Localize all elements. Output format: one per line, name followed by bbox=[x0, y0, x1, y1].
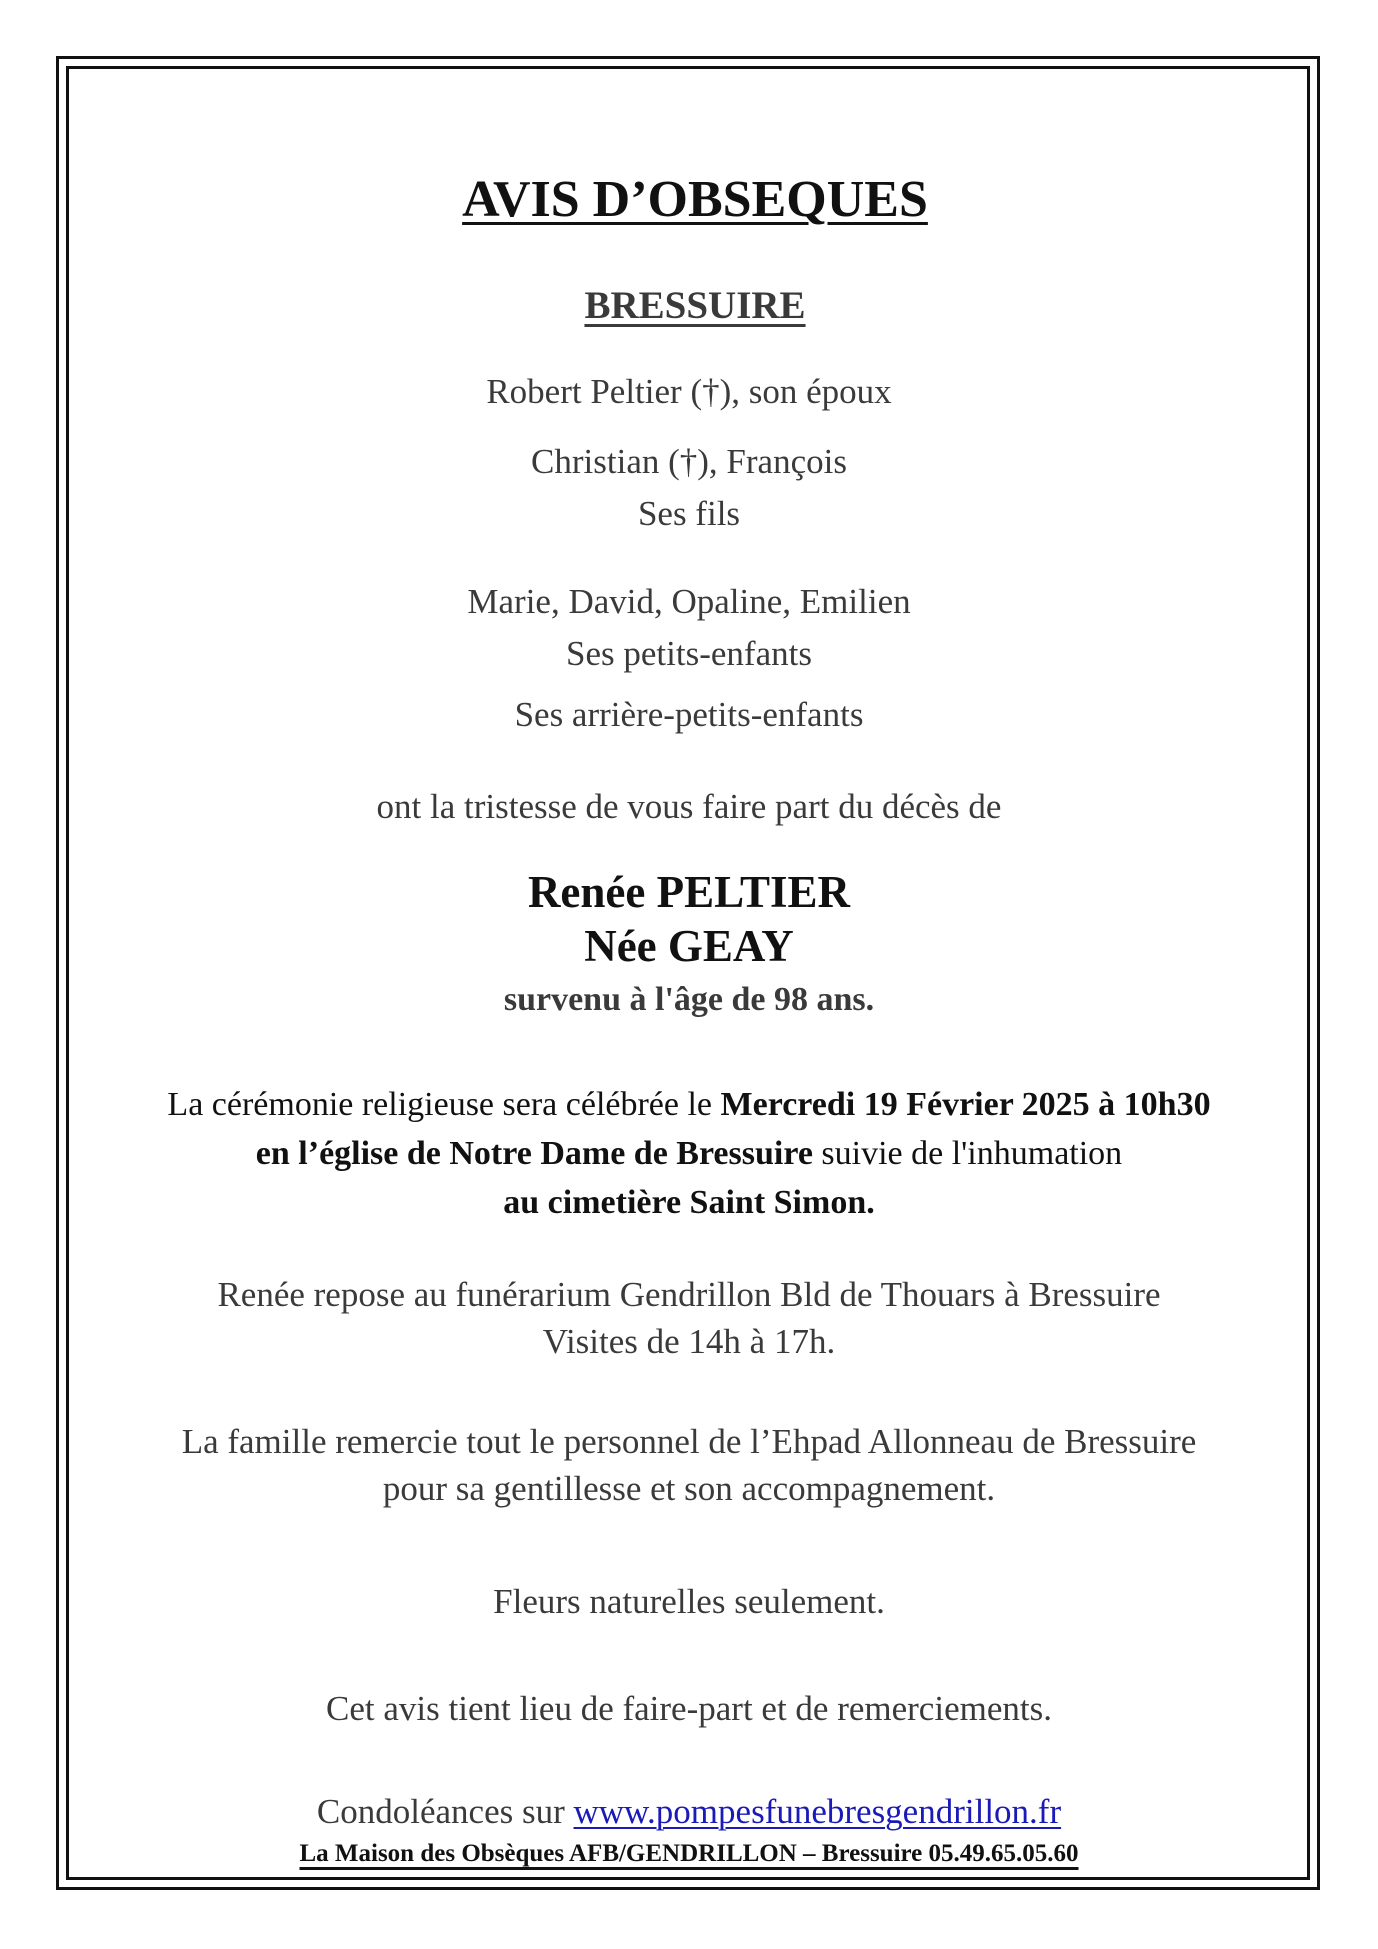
ceremony-burial-intro: suivie de l'inhumation bbox=[812, 1135, 1123, 1172]
ceremony-church: en l’église de Notre Dame de Bressuire bbox=[255, 1135, 813, 1172]
thanks-line-1: La famille remercie tout le personnel de l’Ehpad Allonneau de Bressuire bbox=[181, 1422, 1197, 1461]
footer-line: La Maison des Obsèques AFB/GENDRILLON – Bressuire 05.49.65.05.60 bbox=[299, 1840, 1079, 1867]
condolences-link[interactable]: www.pompesfunebresgendrillon.fr bbox=[573, 1792, 1062, 1831]
thanks-line-2: pour sa gentillesse et son accompagnement. bbox=[382, 1469, 996, 1508]
condolences-line bbox=[0, 1792, 1378, 1832]
grandchildren-names: Marie, David, Opaline, Emilien bbox=[467, 582, 911, 621]
deceased-name: Renée PELTIER bbox=[527, 867, 851, 917]
notice-statement: Cet avis tient lieu de faire-part et de remerciements. bbox=[326, 1689, 1052, 1728]
sons-names: Christian (†), François bbox=[531, 442, 847, 481]
notice-title: AVIS D’OBSEQUES bbox=[462, 171, 928, 228]
visits-line: Visites de 14h à 17h. bbox=[542, 1322, 836, 1361]
flowers-line: Fleurs naturelles seulement. bbox=[493, 1582, 885, 1621]
condolences-label: Condoléances sur bbox=[316, 1792, 574, 1831]
grandchildren-label: Ses petits-enfants bbox=[566, 634, 812, 673]
ceremony-line-1 bbox=[0, 1085, 1378, 1124]
spouse-line: Robert Peltier (†), son époux bbox=[486, 372, 892, 411]
maiden-name: Née GEAY bbox=[584, 921, 794, 971]
rest-place-line: Renée repose au funérarium Gendrillon Bld de Thouars à Bressuire bbox=[217, 1275, 1161, 1314]
announcement-line: ont la tristesse de vous faire part du décès de bbox=[376, 787, 1002, 826]
sons-label: Ses fils bbox=[637, 494, 741, 533]
great-grandchildren-label: Ses arrière-petits-enfants bbox=[514, 695, 864, 734]
age-line: survenu à l'âge de 98 ans. bbox=[503, 981, 875, 1018]
ceremony-line-2 bbox=[0, 1134, 1378, 1173]
ceremony-intro: La cérémonie religieuse sera célébrée le bbox=[167, 1086, 721, 1123]
notice-city: BRESSUIRE bbox=[584, 284, 806, 327]
ceremony-cemetery: au cimetière Saint Simon. bbox=[503, 1184, 875, 1221]
ceremony-datetime: Mercredi 19 Février 2025 à 10h30 bbox=[720, 1086, 1211, 1123]
